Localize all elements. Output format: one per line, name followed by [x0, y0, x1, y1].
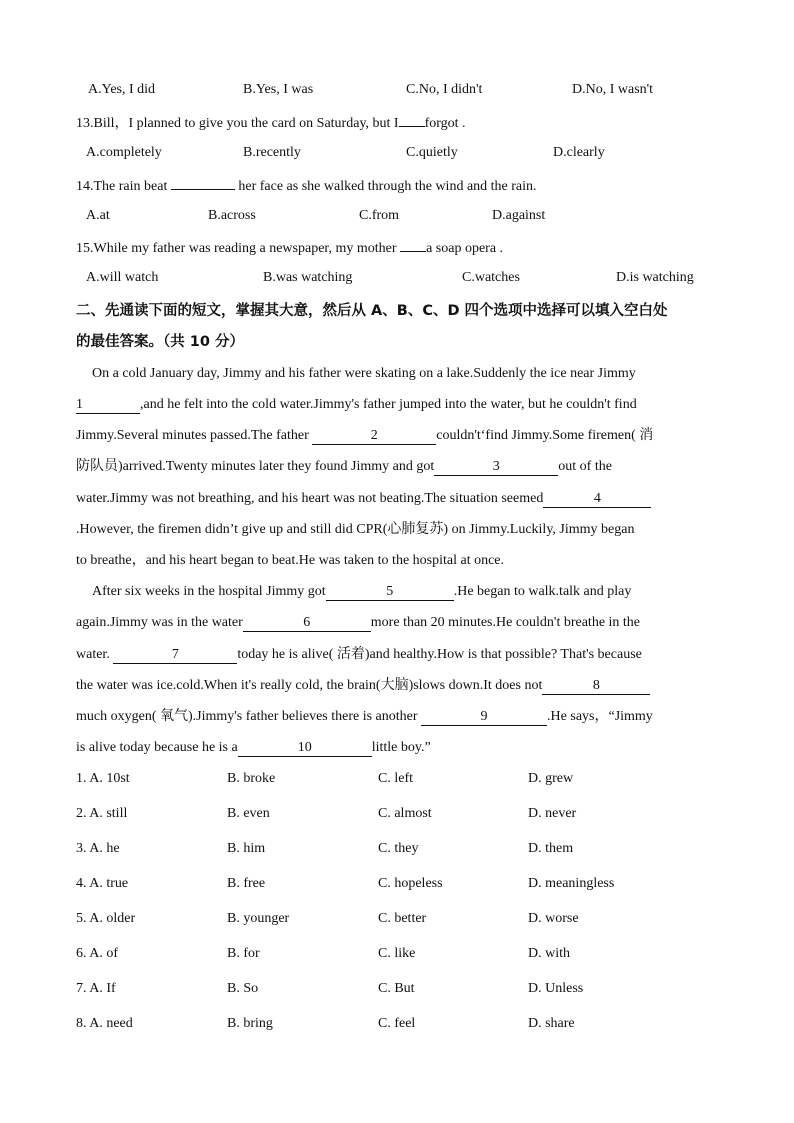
choice-d: D. share [528, 1016, 575, 1031]
q13-option-c: C.quietly [406, 145, 458, 160]
q14-option-b: B.across [208, 208, 256, 223]
choice-a: 3. A. he [76, 841, 120, 856]
passage-text: to breathe，and his heart began to beat.He was taken to the hospital at once. [76, 553, 505, 568]
passage-text: out of the [558, 459, 612, 474]
choice-row [76, 771, 720, 791]
q14-stem-text: 14.The rain beat [76, 179, 168, 194]
blank-5: 5 [326, 584, 454, 601]
blank-9: 9 [421, 709, 547, 726]
choice-row [76, 876, 720, 896]
q15-stem-text: 15.While my father was reading a newspaper, my mother [76, 241, 397, 256]
q13-blank [399, 126, 425, 127]
choice-b: B. bring [227, 1016, 273, 1031]
passage-text: After six weeks in the hospital Jimmy got [92, 584, 326, 599]
choice-row [76, 806, 720, 826]
choice-row [76, 1016, 720, 1036]
q15-option-d: D.is watching [616, 270, 694, 285]
passage-line [76, 457, 720, 477]
choice-b: B. for [227, 946, 260, 961]
passage-line [76, 645, 720, 665]
q12-option-d: D.No, I wasn't [572, 82, 654, 97]
blank-7: 7 [113, 647, 237, 664]
section2-heading-line2: 的最佳答案。（共 10 分） [76, 334, 245, 350]
passage-text: Jimmy.Several minutes passed.The father [76, 428, 309, 443]
q12-option-a: A.Yes, I did [88, 82, 156, 97]
q12-option-c: C.No, I didn't [406, 82, 483, 97]
passage-text: couldn't‘find Jimmy.Some firemen( 消 [436, 428, 654, 443]
passage-text: water. [76, 647, 110, 662]
q13-option-a: A.completely [86, 145, 162, 160]
q15-stem [76, 239, 720, 259]
choice-c: C. they [378, 841, 419, 856]
blank-1: 1 [76, 397, 140, 414]
choice-b: B. even [227, 806, 270, 821]
choice-b: B. him [227, 841, 266, 856]
q13-stem-end: forgot . [424, 116, 466, 131]
passage-line [76, 520, 720, 540]
q13-stem [76, 114, 720, 134]
passage-text: much oxygen( 氧气).Jimmy's father believes there is another [76, 709, 418, 724]
q13-option-b: B.recently [243, 145, 301, 160]
choice-a: 5. A. older [76, 911, 136, 926]
passage-text: little boy.” [371, 740, 431, 755]
choice-c: C. feel [378, 1016, 416, 1031]
choice-a: 4. A. true [76, 876, 129, 891]
choice-row [76, 911, 720, 931]
blank-3: 3 [434, 459, 558, 476]
q14-stem-end: her face as she walked through the wind and the rain. [238, 179, 537, 194]
section2-heading-line1: 二、先通读下面的短文，掌握其大意，然后从 A、B、C、D 四个选项中选择可以填入空白处 [76, 303, 668, 319]
blank-10: 10 [238, 740, 372, 757]
choice-c: C. like [378, 946, 416, 961]
choice-c: C. hopeless [378, 876, 443, 891]
q15-stem-end: a soap opera . [426, 241, 504, 256]
choice-row [76, 841, 720, 861]
passage-line [76, 582, 720, 602]
blank-2: 2 [312, 428, 436, 445]
choice-d: D. grew [528, 771, 574, 786]
q12-option-b: B.Yes, I was [243, 82, 314, 97]
q13-options [76, 145, 720, 165]
passage-line [76, 613, 720, 633]
q14-option-d: D.against [492, 208, 546, 223]
choice-row [76, 981, 720, 1001]
passage-text: the water was ice.cold.When it's really cold, the brain(大脑)slows down.It does not [76, 678, 543, 693]
passage-text: .He began to walk.talk and play [453, 584, 632, 599]
choice-b: B. So [227, 981, 259, 996]
passage-text: today he is alive( 活着)and healthy.How is that possible? That's because [237, 647, 642, 662]
passage-line [76, 551, 720, 571]
q15-options [76, 270, 720, 290]
blank-6: 6 [243, 615, 371, 632]
blank-8: 8 [542, 678, 650, 695]
q14-options [76, 208, 720, 228]
choice-d: D. never [528, 806, 577, 821]
q13-stem-text: 13.Bill，I planned to give you the card on Saturday, but I [76, 116, 399, 131]
choice-b: B. free [227, 876, 266, 891]
passage-line [76, 707, 720, 727]
choice-d: D. meaningless [528, 876, 615, 891]
passage-line [76, 364, 720, 384]
passage-line [76, 489, 720, 509]
choice-b: B. younger [227, 911, 290, 926]
choice-d: D. worse [528, 911, 579, 926]
passage-text: .He says，“Jimmy [547, 709, 653, 724]
q15-option-b: B.was watching [263, 270, 353, 285]
passage-text: water.Jimmy was not breathing, and his heart was not beating.The situation seemed [76, 491, 544, 506]
q14-option-a: A.at [86, 208, 110, 223]
choice-c: C. almost [378, 806, 432, 821]
passage-text: is alive today because he is a [76, 740, 238, 755]
q14-blank [171, 189, 235, 190]
choice-d: D. Unless [528, 981, 584, 996]
passage-line [76, 676, 720, 696]
q13-option-d: D.clearly [553, 145, 605, 160]
choice-a: 7. A. If [76, 981, 116, 996]
passage-text: On a cold January day, Jimmy and his father were skating on a lake.Suddenly the ice near Jimmy [92, 366, 636, 381]
choice-c: C. left [378, 771, 413, 786]
passage-line [76, 426, 720, 446]
passage-line [76, 395, 720, 415]
choice-a: 6. A. of [76, 946, 118, 961]
choice-c: C. better [378, 911, 427, 926]
choice-b: B. broke [227, 771, 276, 786]
passage-text: again.Jimmy was in the water [76, 615, 243, 630]
q14-stem [76, 177, 720, 197]
q14-option-c: C.from [359, 208, 400, 223]
choice-row [76, 946, 720, 966]
choice-d: D. them [528, 841, 574, 856]
choice-a: 1. A. 10st [76, 771, 130, 786]
choice-a: 8. A. need [76, 1016, 133, 1031]
passage-text: ,and he felt into the cold water.Jimmy's father jumped into the water, but he couldn't find [140, 397, 637, 412]
choice-a: 2. A. still [76, 806, 128, 821]
passage-text: more than 20 minutes.He couldn't breathe in the [370, 615, 641, 630]
passage-text: 防队员)arrived.Twenty minutes later they found Jimmy and got [76, 459, 435, 474]
q15-blank [400, 251, 426, 252]
q12-options [76, 82, 720, 102]
passage-text: .However, the firemen didn’t give up and still did CPR(心肺复苏) on Jimmy.Luckily, Jimmy began [76, 522, 635, 537]
choice-c: C. But [378, 981, 415, 996]
choice-d: D. with [528, 946, 570, 961]
blank-4: 4 [543, 491, 651, 508]
q15-option-c: C.watches [462, 270, 520, 285]
passage-line [76, 738, 720, 758]
q15-option-a: A.will watch [86, 270, 159, 285]
